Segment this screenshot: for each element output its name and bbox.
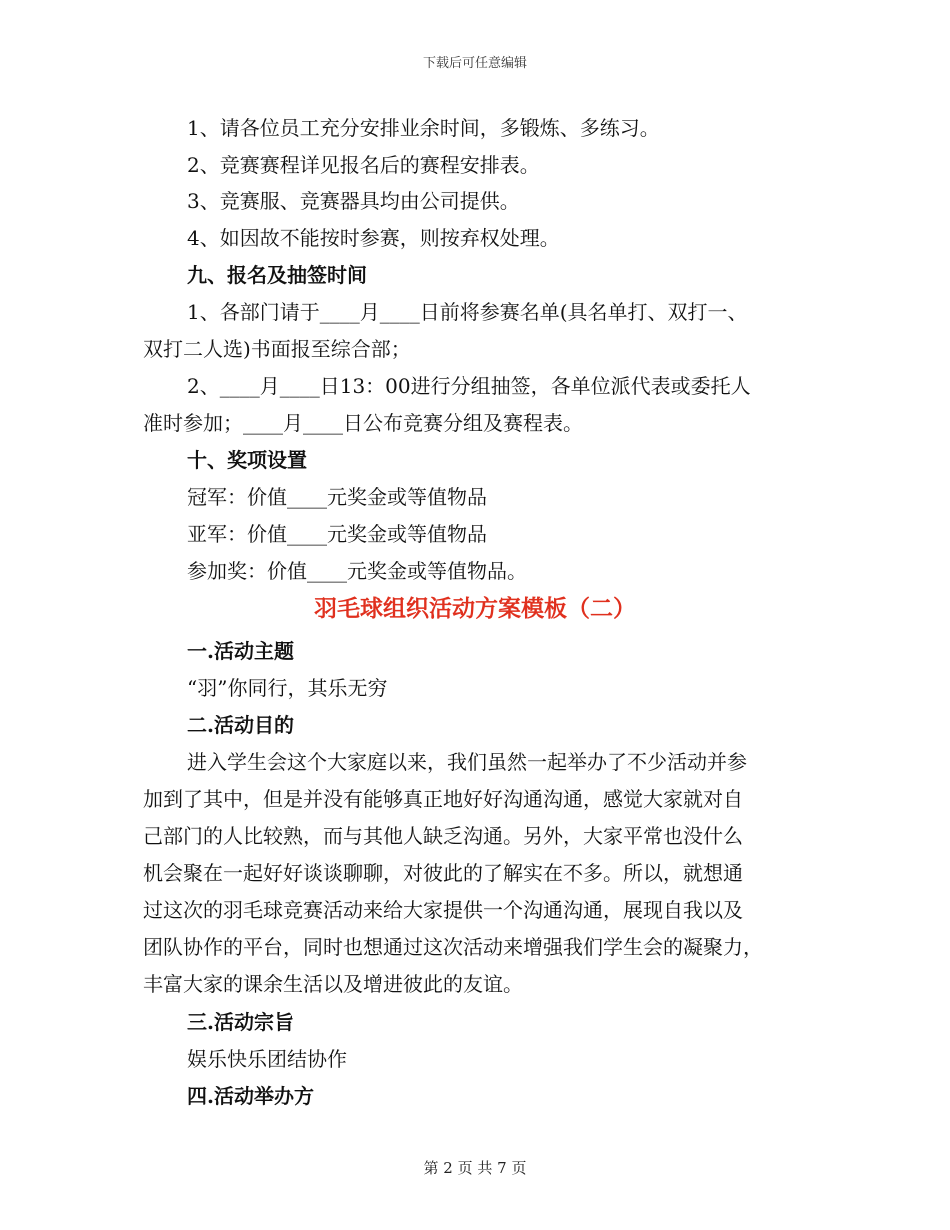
section-heading: 二.活动目的 [187, 713, 294, 737]
text-line: 进入学生会这个大家庭以来，我们虽然一起举办了不少活动并参 [187, 750, 747, 774]
text-line: 2、____月____日13：00进行分组抽签，各单位派代表或委托人 [187, 374, 751, 398]
text-line: 参加奖：价值____元奖金或等值物品。 [187, 559, 527, 583]
text-line: 1、各部门请于____月____日前将参赛名单(具名单打、双打一、 [187, 300, 748, 324]
document-title: 羽毛球组织活动方案模板（二） [314, 595, 636, 622]
text-line: 亚军：价值____元奖金或等值物品 [187, 522, 487, 546]
page-header: 下载后可任意编辑 [422, 56, 527, 71]
text-line: 2、竞赛赛程详见报名后的赛程安排表。 [187, 153, 540, 177]
section-heading: 三.活动宗旨 [187, 1010, 294, 1034]
text-line: 加到了其中，但是并没有能够真正地好好沟通沟通，感觉大家就对自 [143, 787, 743, 811]
text-line: 过这次的羽毛球竞赛活动来给大家提供一个沟通沟通，展现自我以及 [143, 898, 743, 922]
text-line: 团队协作的平台，同时也想通过这次活动来增强我们学生会的凝聚力， [143, 935, 763, 959]
text-line: 丰富大家的课余生活以及增进彼此的友谊。 [143, 972, 523, 996]
text-line: 3、竞赛服、竞赛器具均由公司提供。 [187, 189, 520, 213]
text-line: 己部门的人比较熟，而与其他人缺乏沟通。另外，大家平常也没什么 [143, 824, 743, 848]
section-heading: 一.活动主题 [187, 639, 294, 663]
text-line: 1、请各位员工充分安排业余时间，多锻炼、多练习。 [187, 116, 660, 140]
section-heading: 十、奖项设置 [187, 448, 307, 472]
section-heading: 九、报名及抽签时间 [187, 263, 367, 287]
text-line: 准时参加；____月____日公布竞赛分组及赛程表。 [143, 411, 583, 435]
text-line: 冠军：价值____元奖金或等值物品 [187, 485, 487, 509]
section-heading: 四.活动举办方 [187, 1084, 314, 1108]
text-line: “羽”你同行，其乐无穷 [187, 676, 388, 700]
text-line: 机会聚在一起好好谈谈聊聊，对彼此的了解实在不多。所以，就想通 [143, 861, 743, 885]
text-line: 4、如因故不能按时参赛，则按弃权处理。 [187, 226, 560, 250]
text-line: 娱乐快乐团结协作 [187, 1047, 347, 1071]
text-line: 双打二人选)书面报至综合部； [143, 337, 411, 361]
page-footer: 第 2 页 共 7 页 [423, 1159, 527, 1177]
